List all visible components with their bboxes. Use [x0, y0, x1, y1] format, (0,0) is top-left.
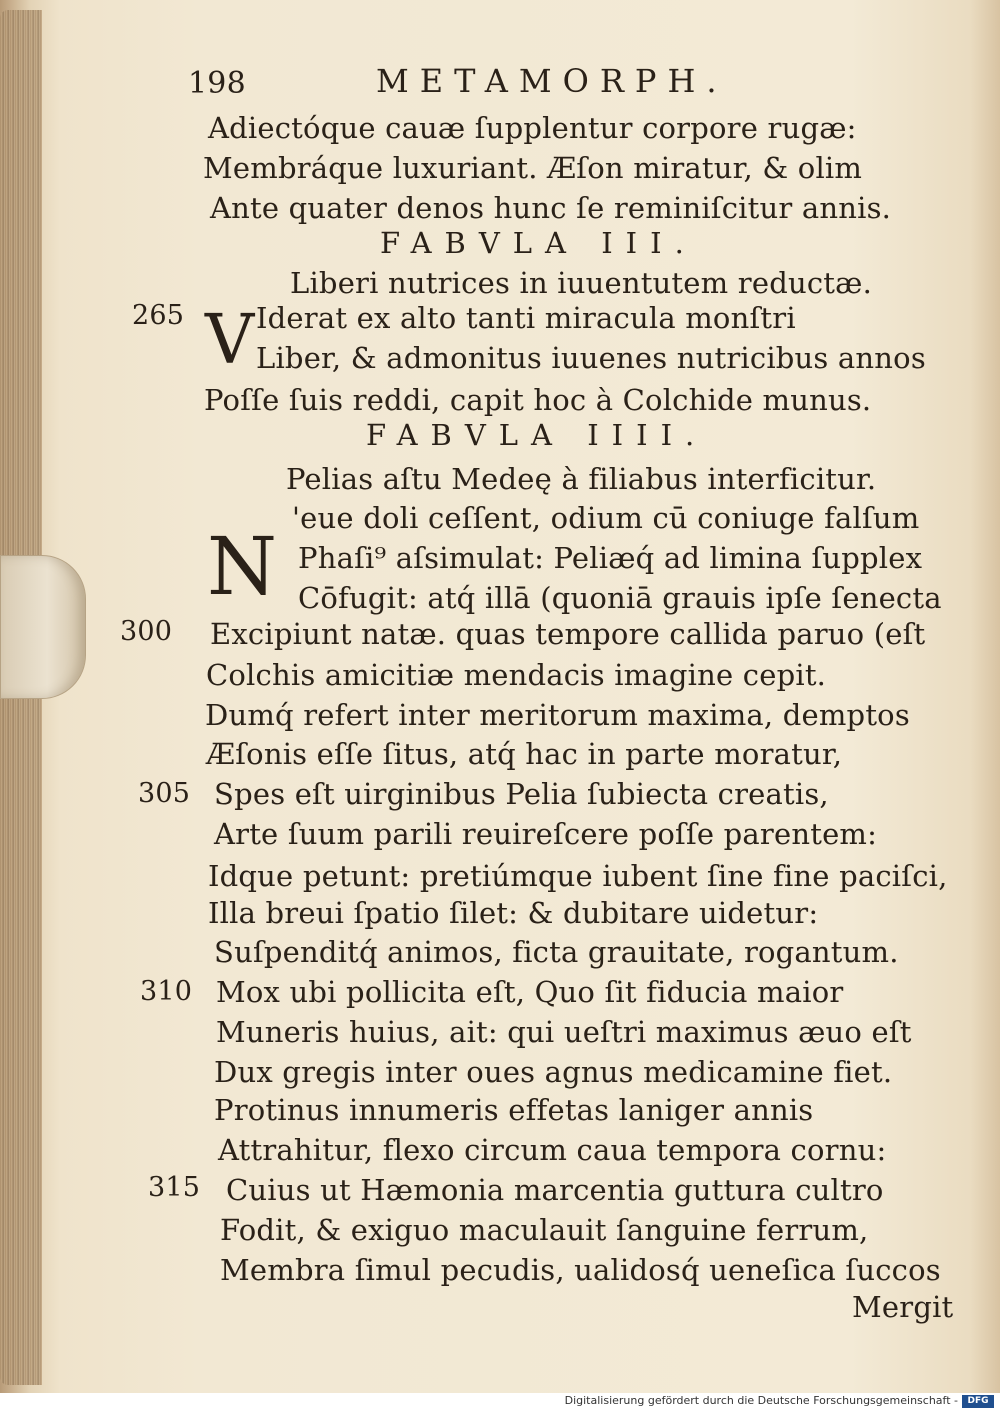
fabula-heading: FABVLA IIII.	[366, 418, 708, 452]
line-number: 305	[138, 778, 191, 809]
digitization-credit: Digitalisierung gefördert durch die Deutsche Forschungsgemeinschaft -	[564, 1394, 958, 1407]
verse-line: Liber, & admonitus iuuenes nutricibus annos	[256, 341, 926, 375]
fabula-heading: FABVLA III.	[380, 226, 697, 260]
decorated-initial: V	[205, 301, 255, 380]
verse-line: Poſſe ſuis reddi, capit hoc à Colchide munus.	[204, 383, 872, 417]
verse-line: Iderat ex alto tanti miracula monſtri	[256, 301, 796, 335]
verse-line: Mox ubi pollicita eſt, Quo ſit fiducia maior	[216, 975, 844, 1009]
fabula-argument: Pelias aſtu Medeę à filiabus interficitur.	[286, 462, 877, 496]
catchword: Mergit	[852, 1290, 954, 1324]
page-number: 198	[188, 66, 246, 101]
verse-line: Dux gregis inter oues agnus medicamine fiet.	[214, 1055, 893, 1089]
verse-line: Phaſi⁹ aſsimulat: Peliæq́ ad limina ſupplex	[298, 541, 923, 575]
verse-line: Æſonis eſſe ſitus, atq́ hac in parte moratur,	[206, 737, 843, 771]
line-number: 300	[120, 616, 173, 647]
verse-line: Membra ſimul pecudis, ualidosq́ ueneſica ſuccos	[220, 1253, 941, 1287]
verse-line: Protinus innumeris effetas laniger annis	[214, 1093, 814, 1127]
verse-line: Dumq́ refert inter meritorum maxima, demptos	[205, 698, 910, 732]
verse-line: Fodit, & exiguo maculauit ſanguine ferrum,	[220, 1213, 869, 1247]
verse-line: Illa breui ſpatio ſilet: & dubitare uidetur:	[208, 896, 819, 930]
dfg-logo: DFG	[962, 1395, 994, 1408]
verse-line: Colchis amicitiæ mendacis imagine cepit.	[206, 658, 827, 692]
verse-line: Attrahitur, flexo circum caua tempora cornu:	[218, 1133, 887, 1167]
verse-line: Ante quater denos hunc ſe reminiſcitur annis.	[210, 191, 892, 225]
verse-line: Suſpenditq́ animos, ficta grauitate, rogantum.	[214, 935, 899, 969]
line-number: 265	[132, 300, 185, 331]
line-number: 315	[148, 1172, 201, 1203]
fabula-argument: Liberi nutrices in iuuentutem reductæ.	[290, 266, 873, 300]
running-head: METAMORPH.	[376, 62, 728, 100]
line-number: 310	[140, 976, 193, 1007]
verse-line: Idque petunt: pretiúmque iubent ſine fine paciſci,	[208, 859, 948, 893]
verse-line: Cuius ut Hæmonia marcentia guttura cultro	[226, 1173, 884, 1207]
verse-line: Muneris huius, ait: qui ueſtri maximus æuo eſt	[216, 1015, 912, 1049]
verse-line: Spes eſt uirginibus Pelia ſubiecta creatis,	[214, 777, 829, 811]
decorated-initial: N	[207, 520, 278, 613]
verse-line: Arte ſuum parili reuireſcere poſſe parentem:	[214, 817, 878, 851]
book-clasp	[0, 555, 86, 699]
verse-line: Excipiunt natæ. quas tempore callida paruo (eſt	[210, 617, 926, 651]
verse-line: Membráque luxuriant. Æſon miratur, & olim	[203, 151, 863, 185]
verse-line: Cōfugit: atq́ illā (quoniā grauis ipſe ſenecta	[298, 581, 942, 615]
verse-line: 'eue doli ceſſent, odium cū coniuge falſum	[292, 501, 920, 535]
verse-line: Adiectóque cauæ ſupplentur corpore rugæ:	[208, 111, 857, 145]
